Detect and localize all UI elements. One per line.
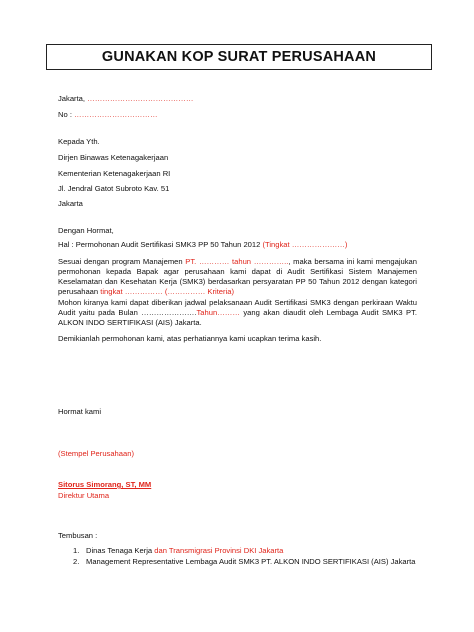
- cc-item: [86, 557, 417, 567]
- cc-item-text: Dinas Tenaga Kerja: [86, 546, 155, 555]
- para1-company-blank: PT. ………… tahun …………..: [185, 257, 289, 266]
- cc-number: 2.: [73, 557, 80, 566]
- cc-item: [86, 546, 417, 556]
- subject-level-blank: (Tingkat …………………): [262, 240, 348, 249]
- letter-number-line: [58, 110, 158, 120]
- paragraph-schedule: [58, 298, 417, 328]
- letter-number-label: No :: [58, 110, 75, 119]
- para1-text-b: , maka bersama ini kami mengajukan permohonan kepada Bapak agar perusahaan kami dapat di Audit Sertifikasi Sistem Manajemen Keselamatan dan Kesehatan Kerja (SMK3) berdasarkan persyaratan PP 50 Tahun 2012 dengan kategori perusahaan: [58, 257, 417, 296]
- paragraph-request: [58, 257, 417, 297]
- place-date-label: Jakarta,: [58, 94, 88, 103]
- place-date-blank: ……………………………………: [87, 94, 194, 103]
- cc-item-text: Management Representative Lembaga Audit SMK3 PT. ALKON INDO SERTIFIKASI (AIS) Jakarta: [86, 557, 416, 566]
- recipient-city: Jakarta: [58, 199, 83, 208]
- recipient-address: Jl. Jendral Gatot Subroto Kav. 51: [58, 184, 170, 193]
- closing-regards: Hormat kami: [58, 407, 102, 416]
- place-date-line: [58, 94, 193, 104]
- paragraph-closing: Demikianlah permohonan kami, atas perhatiannya kami ucapkan terima kasih.: [58, 334, 322, 343]
- recipient-greeting: Kepada Yth.: [58, 137, 100, 146]
- para2-text-b: yang akan diaudit oleh Lembaga Audit SMK3 PT. ALKON INDO SERTIFIKASI (AIS) Jakarta.: [58, 308, 417, 327]
- recipient-line: Dirjen Binawas Ketenagakerjaan: [58, 153, 169, 162]
- para1-level-blank: tingkat ……………: [100, 287, 163, 296]
- cc-item-red-text: dan Transmigrasi Provinsi DKI Jakarta: [154, 546, 284, 555]
- para1-criteria-blank: (…………… Kriteria): [164, 287, 235, 296]
- recipient-line: Kementerian Ketenagakerjaan RI: [58, 169, 171, 178]
- cc-number: 1.: [73, 546, 80, 555]
- company-stamp-placeholder: (Stempel Perusahaan): [58, 449, 134, 458]
- subject-line: [58, 240, 347, 250]
- para2-year-blank: Tahun………: [196, 308, 240, 317]
- letterhead-box: [46, 44, 432, 70]
- salutation: Dengan Hormat,: [58, 226, 114, 235]
- letter-number-blank: ……………………………: [74, 110, 158, 119]
- letterhead-title: GUNAKAN KOP SURAT PERUSAHAAN: [101, 49, 377, 65]
- para1-text-a: Sesuai dengan program Manajemen: [58, 257, 186, 266]
- signer-name: Sitorus Simorang, ST, MM: [58, 480, 152, 489]
- para2-text-a: Mohon kiranya kami dapat diberikan jadwal pelaksanaan Audit Sertifikasi SMK3 dengan perkiraan Waktu Audit yaitu pada Bulan ………………….: [58, 298, 417, 317]
- subject-text: Hal : Permohonan Audit Sertifikasi SMK3 PP 50 Tahun 2012: [58, 240, 263, 249]
- carbon-copy-title: Tembusan :: [58, 531, 98, 540]
- signer-title: Direktur Utama: [58, 491, 110, 500]
